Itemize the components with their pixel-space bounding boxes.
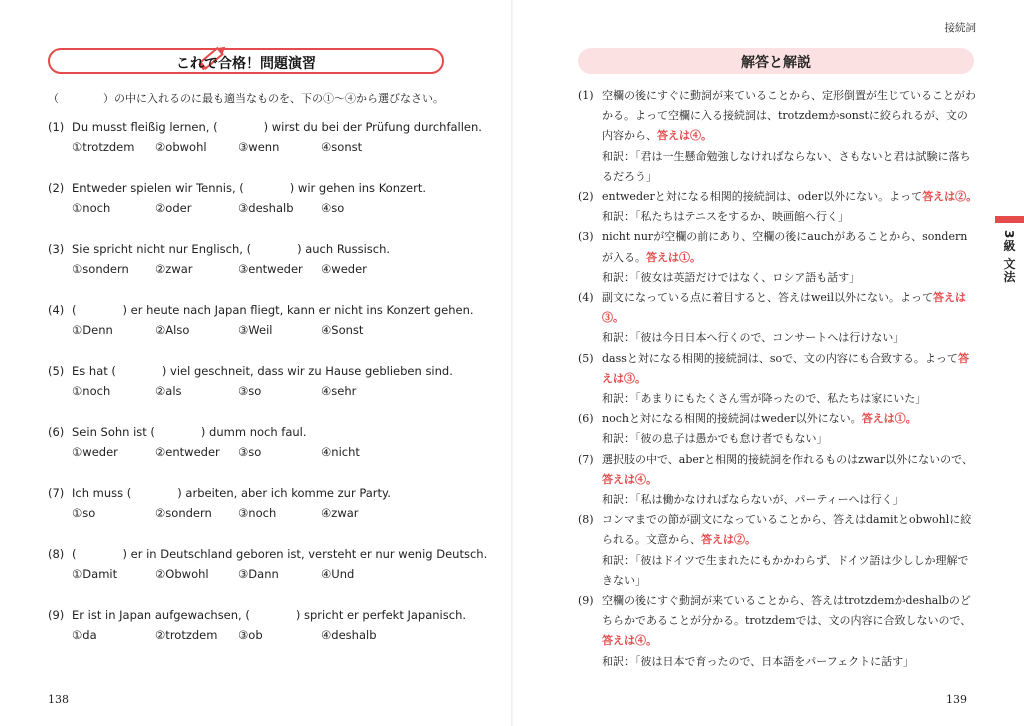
translation: 和訳：「彼の息子は愚かでも怠け者でもない」 xyxy=(602,432,828,446)
answer-item xyxy=(578,288,978,349)
translation: 和訳：「私は働かなければならないが、パーティーへは行く」 xyxy=(602,493,904,507)
answer-option: ④zwar xyxy=(321,506,359,520)
question-number: (7) xyxy=(48,486,65,500)
question-item xyxy=(48,178,426,218)
explanation: 空欄の後にすぐ動詞が来ていることから、答えはtrotzdemかdeshalbのどちらかであることが分かる。trotzdemでは、文の内容に合致しないので、答えは④。 xyxy=(602,594,972,648)
answer-option: ③so xyxy=(238,384,262,398)
answer-option: ③entweder xyxy=(238,262,303,276)
correct-answer: 答えは③。 xyxy=(602,351,969,385)
section-title: 接続詞 xyxy=(944,22,976,34)
answer-option: ②als xyxy=(155,384,182,398)
translation: 和訳：「彼は日本で育ったので、日本語をパーフェクトに話す」 xyxy=(602,654,915,668)
correct-answer: 答えは③。 xyxy=(602,291,966,325)
answer-option: ④nicht xyxy=(321,445,360,459)
answer-option: ④so xyxy=(321,201,345,215)
translation: 和訳：「彼はドイツで生まれたにもかかわらず、ドイツ語は少ししか理解できない」 xyxy=(602,553,969,587)
answer-option: ①weder xyxy=(72,445,118,459)
explanation: entwederと対になる相関的接続詞は、oder以外にない。よって答えは②。 xyxy=(602,190,978,204)
question-number: (9) xyxy=(48,608,65,622)
translation: 和訳：「私たちはテニスをするか、映画館へ行く」 xyxy=(602,210,850,224)
answer-item xyxy=(578,227,978,288)
answer-option: ③deshalb xyxy=(238,201,294,215)
explanation: dassと対になる相関的接続詞は、soで、文の内容にも合致する。よって答えは③。 xyxy=(602,351,969,385)
question-number: (2) xyxy=(48,181,65,195)
answer-item xyxy=(578,349,978,410)
answer-option: ①noch xyxy=(72,384,111,398)
page-number-left: 138 xyxy=(48,693,69,706)
question-item xyxy=(48,300,474,340)
answer-option: ④Sonst xyxy=(321,323,364,337)
explanation: 選択肢の中で、aberと相関的接続詞を作れるものはzwar以外にないので、答えは④。 xyxy=(602,452,973,486)
question-text: Sie spricht nicht nur Englisch, ( ) auch Russisch. xyxy=(72,242,391,256)
answer-option: ③ob xyxy=(238,628,263,642)
correct-answer: 答えは④。 xyxy=(657,129,712,143)
answer-option: ①so xyxy=(72,506,96,520)
answer-option: ③Dann xyxy=(238,567,279,581)
question-item xyxy=(48,483,404,523)
correct-answer: 答えは④。 xyxy=(602,472,657,486)
question-text: Ich muss ( ) arbeiten, aber ich komme zur Party. xyxy=(72,486,391,500)
question-text: Du musst fleißig lernen, ( ) wirst du bei der Prüfung durchfallen. xyxy=(72,120,482,134)
answer-number: (2) xyxy=(578,190,594,204)
chapter-tab-label: 3級 文法 xyxy=(1002,230,1016,284)
answer-option: ③so xyxy=(238,445,262,459)
answer-list xyxy=(578,86,978,672)
question-item xyxy=(48,361,453,401)
answer-option: ④deshalb xyxy=(321,628,377,642)
correct-answer: 答えは②。 xyxy=(922,190,978,204)
answer-option: ③Weil xyxy=(238,323,273,337)
answer-number: (7) xyxy=(578,452,594,466)
explanation: コンマまでの節が副文になっていることから、答えはdamitとobwohlに絞られる。文意から、答えは②。 xyxy=(602,513,972,547)
answer-item xyxy=(578,86,978,187)
answer-option: ②obwohl xyxy=(155,140,207,154)
answer-option: ①noch xyxy=(72,201,111,215)
answer-number: (9) xyxy=(578,594,594,608)
answer-option: ②trotzdem xyxy=(155,628,218,642)
answer-item xyxy=(578,510,978,591)
question-number: (3) xyxy=(48,242,65,256)
explanation: nicht nurが空欄の前にあり、空欄の後にauchがあることから、sondernが入る。答えは①。 xyxy=(602,230,968,264)
translation: 和訳：「彼女は英語だけではなく、ロシア語も話す」 xyxy=(602,270,861,284)
question-text: Entweder spielen wir Tennis, ( ) wir gehen ins Konzert. xyxy=(72,181,427,195)
answer-option: ①Damit xyxy=(72,567,118,581)
answer-option: ①sondern xyxy=(72,262,129,276)
question-number: (6) xyxy=(48,425,65,439)
question-text: ( ) er heute nach Japan fliegt, kann er nicht ins Konzert gehen. xyxy=(72,303,474,317)
answer-option: ④weder xyxy=(321,262,367,276)
exercise-header xyxy=(48,48,444,74)
translation: 和訳：「彼は今日日本へ行くので、コンサートへは行けない」 xyxy=(602,331,905,345)
correct-answer: 答えは②。 xyxy=(701,533,756,547)
answer-option: ④sehr xyxy=(321,384,357,398)
answer-item xyxy=(578,450,978,511)
correct-answer: 答えは①。 xyxy=(646,250,701,264)
answer-number: (6) xyxy=(578,412,594,426)
question-number: (5) xyxy=(48,364,65,378)
answer-header xyxy=(578,48,974,74)
answer-option: ②Also xyxy=(155,323,190,337)
answer-option: ③noch xyxy=(238,506,277,520)
question-text: Sein Sohn ist ( ) dumm noch faul. xyxy=(72,425,307,439)
answer-option: ④Und xyxy=(321,567,355,581)
answer-option: ②oder xyxy=(155,201,192,215)
answer-number: (3) xyxy=(578,230,594,244)
answer-title: 解答と解説 xyxy=(741,55,811,71)
answer-number: (8) xyxy=(578,513,594,527)
question-number: (8) xyxy=(48,547,65,561)
exercise-title: これで合格！問題演習 xyxy=(176,56,316,72)
explanation: nochと対になる相関的接続詞はweder以外にない。答えは①。 xyxy=(602,412,917,426)
page-number-right: 139 xyxy=(946,693,967,706)
question-text: Er ist in Japan aufgewachsen, ( ) spricht er perfekt Japanisch. xyxy=(72,608,467,622)
answer-option: ②Obwohl xyxy=(155,567,209,581)
answer-number: (4) xyxy=(578,291,594,305)
answer-number: (5) xyxy=(578,351,594,365)
answer-option: ①da xyxy=(72,628,97,642)
answer-option: ②sondern xyxy=(155,506,212,520)
translation: 和訳：「君は一生懸命勉強しなければならない、さもないと君は試験に落ちるだろう」 xyxy=(602,149,971,183)
question-text: Es hat ( ) viel geschneit, dass wir zu Hause geblieben sind. xyxy=(72,364,453,378)
instruction: （ ）の中に入れるのに最も適当なものを、下の①～④から選びなさい。 xyxy=(48,92,444,105)
question-number: (1) xyxy=(48,120,65,134)
question-item xyxy=(48,544,487,584)
correct-answer: 答えは①。 xyxy=(861,412,917,426)
question-number: (4) xyxy=(48,303,65,317)
chapter-tab-bar xyxy=(995,216,1024,223)
question-text: ( ) er in Deutschland geboren ist, versteht er nur wenig Deutsch. xyxy=(72,547,488,561)
answer-item xyxy=(578,591,978,672)
answer-item xyxy=(578,187,978,227)
question-item xyxy=(48,239,404,279)
answer-option: ①Denn xyxy=(72,323,113,337)
translation: 和訳：「あまりにもたくさん雪が降ったので、私たちは家にいた」 xyxy=(602,392,927,406)
explanation: 空欄の後にすぐに動詞が来ていることから、定形倒置が生じていることがわかる。よって空欄に入る接続詞は、trotzdemかsonstに絞られるが、文の内容から、答えは④。 xyxy=(602,89,976,143)
question-item xyxy=(48,422,404,462)
question-item xyxy=(48,605,466,645)
explanation: 副文になっている点に着目すると、答えはweil以外にない。よって答えは③。 xyxy=(602,291,966,325)
answer-option: ④sonst xyxy=(321,140,363,154)
question-item xyxy=(48,117,482,157)
answer-number: (1) xyxy=(578,89,594,102)
answer-option: ②zwar xyxy=(155,262,193,276)
answer-item xyxy=(578,409,978,449)
answer-option: ①trotzdem xyxy=(72,140,135,154)
answer-option: ②entweder xyxy=(155,445,220,459)
correct-answer: 答えは④。 xyxy=(602,634,657,648)
answer-option: ③wenn xyxy=(238,140,280,154)
chapter-tab xyxy=(995,216,1024,304)
